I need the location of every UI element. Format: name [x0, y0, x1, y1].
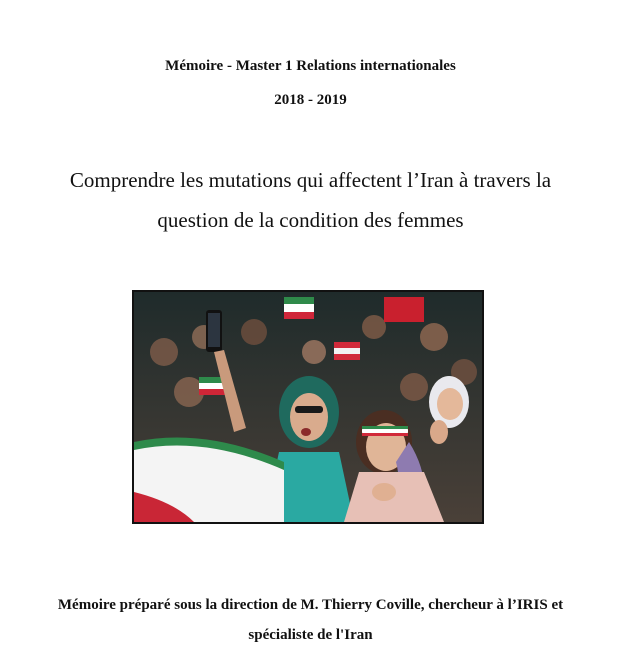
academic-year: 2018 - 2019 — [274, 92, 347, 108]
supervisor-line-2: spécialiste de l'Iran — [248, 627, 373, 643]
crowd-photo-illustration — [134, 292, 482, 522]
degree-heading: Mémoire - Master 1 Relations internationales — [165, 58, 456, 74]
thesis-title-line-2: question de la condition des femmes — [157, 208, 464, 232]
thesis-title-line-1: Comprendre les mutations qui affectent l’Iran à travers la — [69, 168, 552, 192]
supervisor-line-1: Mémoire préparé sous la direction de M. Thierry Coville, chercheur à l’IRIS et — [57, 597, 564, 613]
cover-photo — [132, 290, 484, 524]
